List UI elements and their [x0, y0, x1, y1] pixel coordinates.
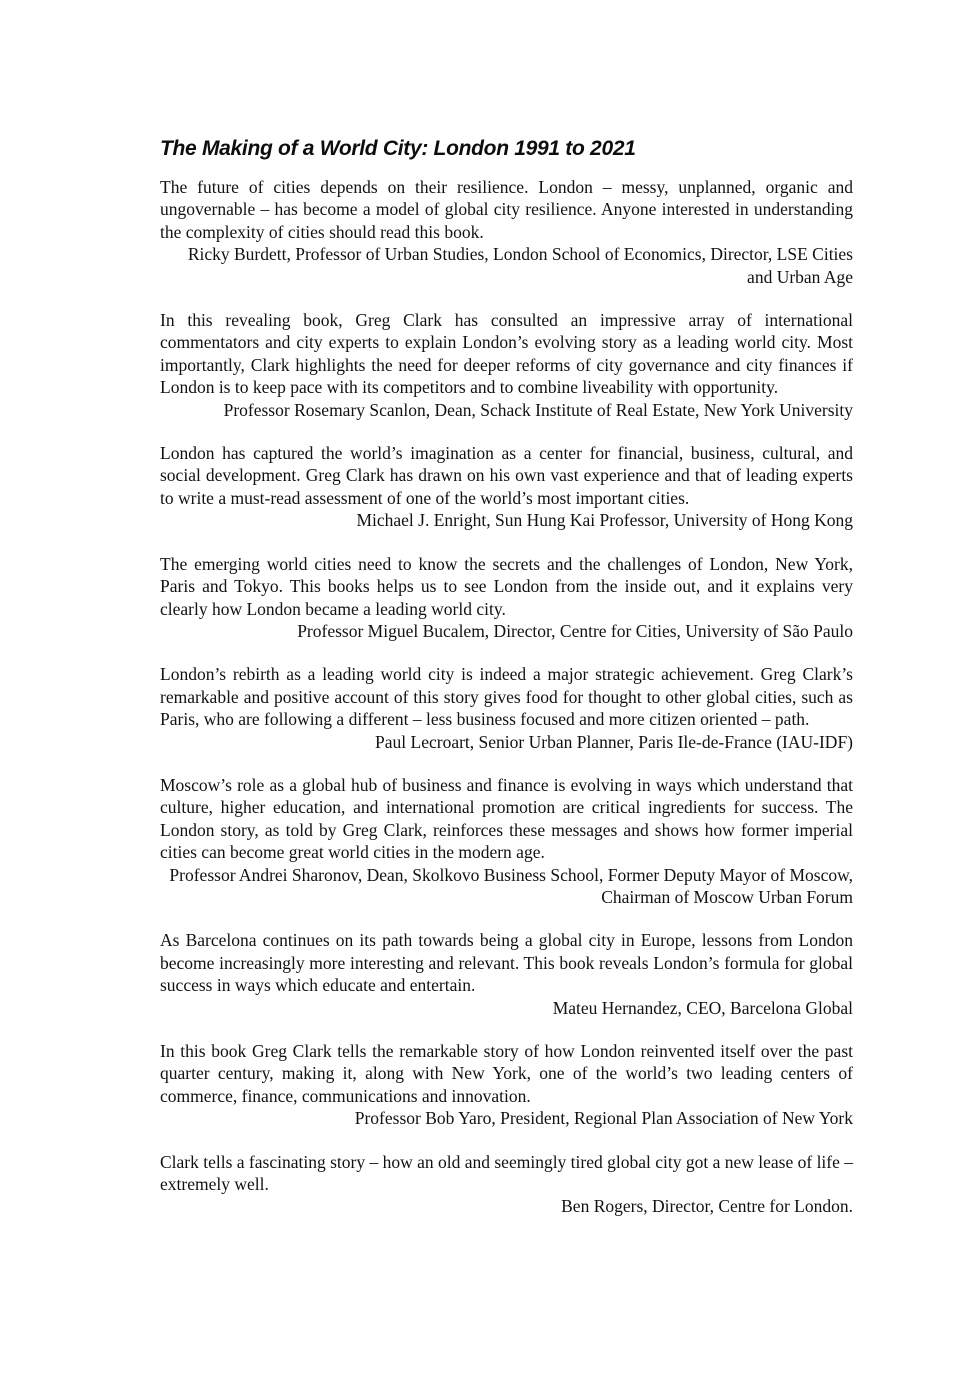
quote-block	[160, 774, 853, 908]
quote-attribution: Ricky Burdett, Professor of Urban Studies, London School of Economics, Director, LSE Cities and Urban Age	[187, 244, 853, 287]
quote-block	[160, 663, 853, 753]
quote-text: In this revealing book, Greg Clark has consulted an impressive array of international commentators and city experts to explain London’s evolving story as a leading world city. Most importantly, Clark highlights the need for deeper reforms of city governance and city finances if London is to keep pace with its competitors and to combine liveability with opportunity.	[160, 310, 853, 398]
quote-text: London’s rebirth as a leading world city is indeed a major strategic achievement. Greg Clark’s remarkable and positive account of this story gives food for thought to other global cities, such as Paris, who are following a different – less business focused and more citizen oriented – path.	[160, 664, 853, 730]
quote-text: As Barcelona continues on its path towards being a global city in Europe, lessons from London become increasingly more interesting and relevant. This book reveals London’s formula for global success in ways which educate and entertain.	[160, 930, 853, 996]
quote-block	[160, 309, 853, 421]
quote-attribution: Professor Bob Yaro, President, Regional Plan Association of New York	[354, 1108, 853, 1129]
quote-text: In this book Greg Clark tells the remarkable story of how London reinvented itself over the past quarter century, making it, along with New York, one of the world’s two leading centers of commerce, finance, communications and innovation.	[160, 1041, 853, 1106]
quote-block	[160, 1151, 853, 1218]
book-endorsements-page	[160, 136, 853, 1239]
quote-text: The future of cities depends on their resilience. London – messy, unplanned, organic and ungovernable – has become a model of global city resilience. Anyone interested in understanding the complexity of cities should read this book.	[160, 177, 853, 242]
quote-text: London has captured the world’s imagination as a center for financial, business, cultural, and social development. Greg Clark has drawn on his own vast experience and that of leading experts to write a must-read assessment of one of the world’s most important cities.	[160, 443, 853, 508]
quote-block	[160, 553, 853, 643]
quote-block	[160, 442, 853, 532]
quote-text: The emerging world cities need to know the secrets and the challenges of London, New York, Paris and Tokyo. This books helps us to see London from the inside out, and it explains very clearly how London became a leading world city.	[160, 553, 853, 619]
quote-block	[160, 176, 853, 288]
quote-block	[160, 929, 853, 1019]
quote-attribution: Professor Rosemary Scanlon, Dean, Schack Institute of Real Estate, New York University	[223, 399, 853, 420]
quote-attribution: Ben Rogers, Director, Centre for London.	[561, 1196, 853, 1217]
page-title: The Making of a World City: London 1991 to 2021	[160, 137, 636, 160]
quote-attribution: Professor Miguel Bucalem, Director, Centre for Cities, University of São Paulo	[297, 620, 853, 641]
quote-text: Clark tells a fascinating story – how an old and seemingly tired global city got a new lease of life – extremely well.	[160, 1151, 854, 1195]
quote-attribution: Paul Lecroart, Senior Urban Planner, Paris Ile-de-France (IAU-IDF)	[375, 731, 853, 752]
quote-block	[160, 1040, 853, 1130]
quote-attribution: Mateu Hernandez, CEO, Barcelona Global	[552, 997, 853, 1018]
quote-text: Moscow’s role as a global hub of business and finance is evolving in ways which understand that culture, higher education, and international promotion are critical ingredients for success. The London story, as told by Greg Clark, reinforces these messages and shows how former imperial cities can become great world cities in the modern age.	[160, 774, 853, 863]
quote-attribution: Michael J. Enright, Sun Hung Kai Professor, University of Hong Kong	[356, 510, 853, 531]
quote-attribution: Professor Andrei Sharonov, Dean, Skolkovo Business School, Former Deputy Mayor of Moscow, Chairman of Moscow Urban Forum	[169, 864, 853, 907]
